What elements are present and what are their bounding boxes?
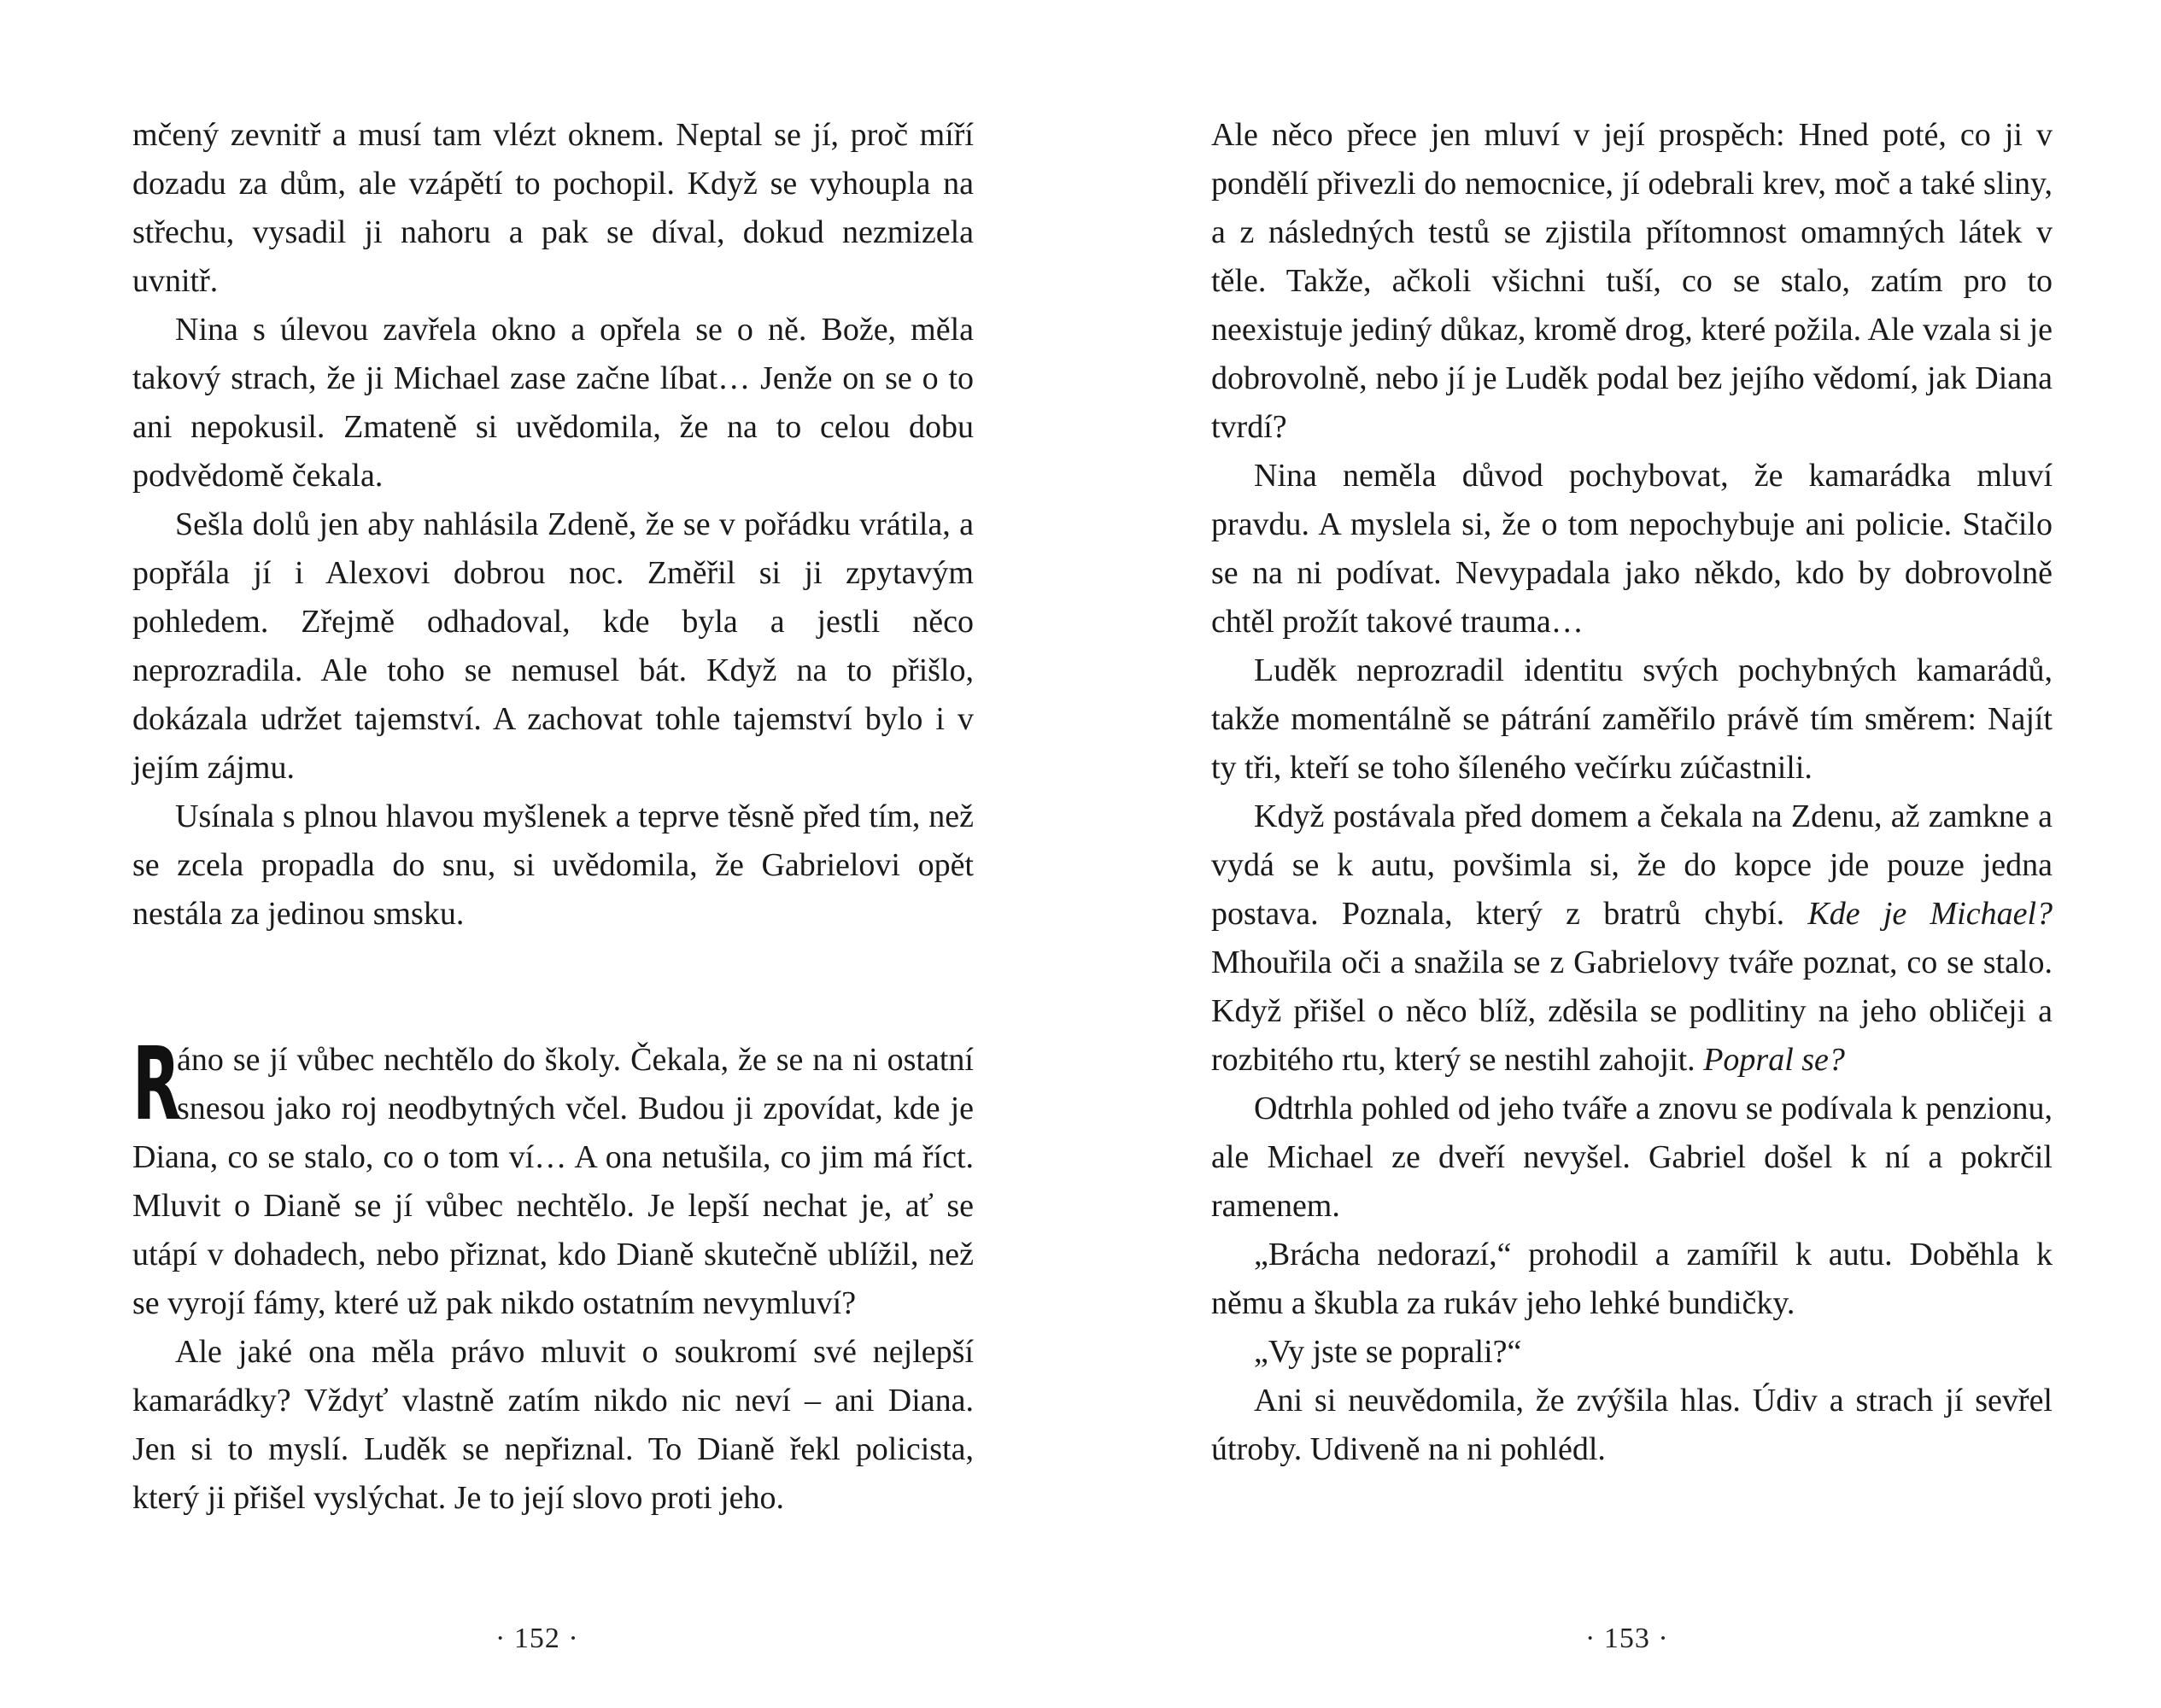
paragraph-text: Mhouřila oči a snažila se z Gabrielovy tváře poznat, co se stalo. Když přišel o něco blíž, zděsila se podlitiny na jeho obličeji a rozbitého rtu, který se nestihl zahojit. (1211, 945, 2053, 1078)
paragraph: Nina s úlevou zavřela okno a opřela se o ně. Bože, měla takový strach, že ji Michael zase začne líbat… Jenže on se o to ani nepokusil. Zmateně si uvědomila, že na to celou dobu podvědomě čekala. (132, 312, 974, 494)
paragraph: Ale jaké ona měla právo mluvit o soukromí své nejlepší kamarádky? Vždyť vlastně zatím nikdo nic neví – ani Diana. Jen si to myslí. Luděk se nepřiznal. To Dianě řekl policista, který ji přišel vyslýchat. Je to její slovo proti jeho. (132, 1334, 974, 1516)
page-number-right: · 153 · (1585, 1623, 1669, 1654)
paragraph-text: áno se jí vůbec nechtělo do školy. Čekala, že se na ni ostatní snesou jako roj neodbytných včel. Budou ji zpovídat, kde je Diana, co se stalo, co o tom ví… A ona netušila, co jim má říct. Mluvit o Dianě se jí vůbec nechtělo. Je lepší nechat je, ať se utápí v dohadech, nebo přiznat, kdo Dianě skutečně ublížil, než se vyrojí fámy, které už pak nikdo ostatním nevymluví? (132, 1042, 974, 1321)
right-page (1211, 111, 2053, 1474)
paragraph: mčený zevnitř a musí tam vlézt oknem. Neptal se jí, proč míří dozadu za dům, ale vzápětí to pochopil. Když se vyhoupla na střechu, vysadil ji nahoru a pak se díval, dokud nezmizela uvnitř. (132, 117, 974, 299)
paragraph: Nina neměla důvod pochybovat, že kamarádka mluví pravdu. A myslela si, že o tom nepochybuje ani policie. Stačilo se na ni podívat. Nevypadala jako někdo, kdo by dobrovolně chtěl prožít takové trauma… (1211, 458, 2053, 640)
section-break (132, 939, 974, 1036)
left-page (132, 111, 974, 1523)
paragraph: Luděk neprozradil identitu svých pochybných kamarádů, takže momentálně se pátrání zaměřilo právě tím směrem: Najít ty tři, kteří se toho šíleného večírku zúčastnili. (1211, 652, 2053, 786)
paragraph-text: Když postávala před domem a čekala na Zdenu, až zamkne a vydá se k autu, povšimla si, že do kopce jde pouze jedna postava. Poznala, který z bratrů chybí. (1211, 798, 2053, 932)
paragraph (1211, 793, 2053, 1085)
page-number-left: · 152 · (495, 1623, 579, 1654)
paragraph: Ani si neuvědomila, že zvýšila hlas. Údiv a strach jí sevřel útroby. Udiveně na ni pohlédl. (1211, 1383, 2053, 1467)
paragraph: Ale něco přece jen mluví v její prospěch: Hned poté, co ji v pondělí přivezli do nemocnice, jí odebrali krev, moč a také sliny, a z následných testů se zjistila přítomnost omamných látek v těle. Takže, ačkoli všichni tuší, co se stalo, zatím pro to neexistuje jediný důkaz, kromě drog, které požila. Ale vzala si je dobrovolně, nebo jí je Luděk podal bez jejího vědomí, jak Diana tvrdí? (1211, 117, 2053, 445)
italic-thought: Popral se? (1703, 1042, 1845, 1078)
paragraph: Odtrhla pohled od jeho tváře a znovu se podívala k penzionu, ale Michael ze dveří nevyšel. Gabriel došel k ní a pokrčil ramenem. (1211, 1091, 2053, 1224)
paragraph: „Vy jste se poprali?“ (1254, 1334, 1522, 1370)
drop-cap: R (132, 1025, 181, 1143)
chapter-opening-paragraph (132, 1025, 974, 1328)
paragraph: Sešla dolů jen aby nahlásila Zdeně, že se v pořádku vrátila, a popřála jí i Alexovi dobrou noc. Změřil si ji zpytavým pohledem. Zřejmě odhadoval, kde byla a jestli něco neprozradila. Ale toho se nemusel bát. Když na to přišlo, dokázala udržet tajemství. A zachovat tohle tajemství bylo i v jejím zájmu. (132, 506, 974, 786)
italic-thought: Kde je Michael? (1807, 896, 2053, 932)
paragraph: „Brácha nedorazí,“ prohodil a zamířil k autu. Doběhla k němu a škubla za rukáv jeho lehké bundičky. (1211, 1237, 2053, 1321)
paragraph: Usínala s plnou hlavou myšlenek a teprve těsně před tím, než se zcela propadla do snu, si uvědomila, že Gabrielovi opět nestála za jedinou smsku. (132, 798, 974, 932)
